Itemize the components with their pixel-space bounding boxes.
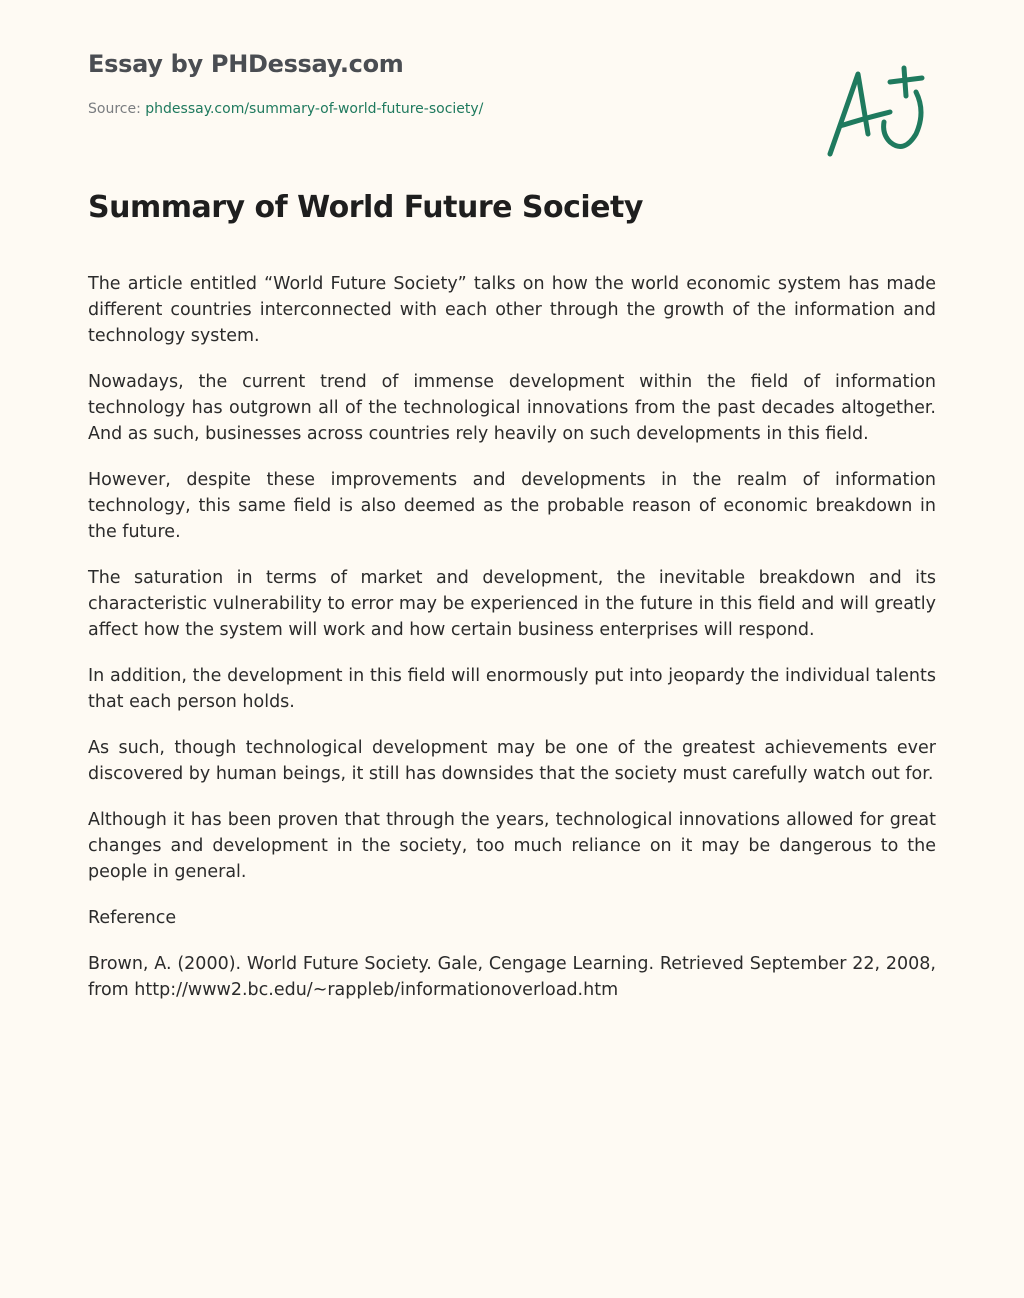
paragraph: The article entitled “World Future Society” talks on how the world economic system has made different countries interconnected with each other through the growth of the information and technology system. [88,274,936,346]
paragraph: In addition, the development in this field will enormously put into jeopardy the individual talents that each person holds. [88,666,936,712]
reference-heading: Reference [88,908,177,928]
page-title: Summary of World Future Society [88,190,643,225]
reference-entry: Brown, A. (2000). World Future Society. Gale, Cengage Learning. Retrieved September 22, 2008, from http://www2.bc.edu/~rappleb/informationoverload.htm [88,954,936,1000]
a-plus-logo-icon [820,62,930,162]
paragraph: Nowadays, the current trend of immense development within the field of information technology has outgrown all of the technological innovations from the past decades altogether. And as such, businesses across countries rely heavily on such developments in this field. [88,372,936,444]
paragraph: Although it has been proven that through the years, technological innovations allowed for great changes and development in the society, too much reliance on it may be dangerous to the people in general. [88,810,936,882]
source-label: Source: [88,101,141,117]
paragraph: However, despite these improvements and developments in the realm of information technology, this same field is also deemed as the probable reason of economic breakdown in the future. [88,470,936,542]
paragraph: As such, though technological development may be one of the greatest achievements ever discovered by human beings, it still has downsides that the society must carefully watch out for. [88,738,936,784]
source-link[interactable]: phdessay.com/summary-of-world-future-society/ [145,101,484,117]
essay-body [88,271,936,1023]
source-line [88,101,483,117]
site-brand: Essay by PHDessay.com [88,50,404,78]
paragraph: The saturation in terms of market and development, the inevitable breakdown and its characteristic vulnerability to error may be experienced in the future in this field and will greatly affect how the system will work and how certain business enterprises will respond. [88,568,936,640]
